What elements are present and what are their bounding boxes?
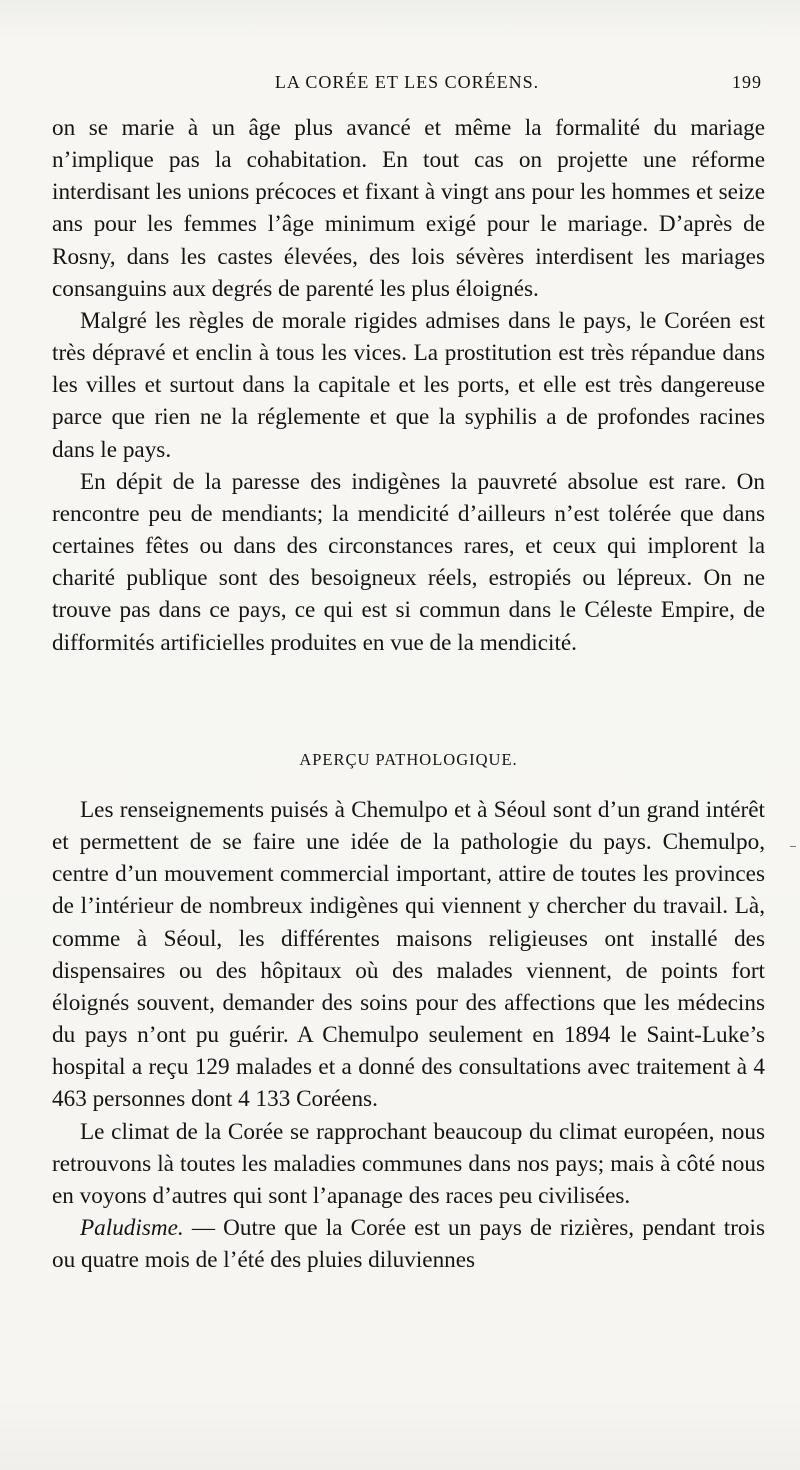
paragraph-climate: Le climat de la Corée se rapprochant beaucoup du climat européen, nous retrouvons là toutes les maladies communes dans nos pays; mais à côté nous en voyons d’autres qui sont l’apanage des races peu civilisées. (52, 1118, 765, 1209)
malaria-text: — Outre que la Corée est un pays de rizières, pendant trois ou quatre mois de l’été des pluies diluviennes (52, 1215, 765, 1274)
paragraph-malaria (52, 1212, 765, 1276)
paragraph-morals: Malgré les règles de morale rigides admises dans le pays, le Coréen est très dépravé et enclin à tous les vices. La prostitution est très répandue dans les villes et surtout dans la capitale et les ports, et elle est très dangereuse parce que rien ne la réglemente et que la syphilis a de profondes racines dans le pays. (52, 307, 765, 463)
page-number: 199 (732, 72, 762, 92)
section-heading: APERÇU PATHOLOGIQUE. (299, 750, 518, 769)
running-title: LA CORÉE ET LES CORÉENS. (274, 72, 540, 92)
paragraph-poverty: En dépit de la paresse des indigènes la pauvreté absolue est rare. On rencontre peu de mendiants; la mendicité d’ailleurs n’est tolérée que dans certaines fêtes ou dans des circonstances rares, et ceux qui implorent la charité publique sont des besoigneux réels, estropiés ou lépreux. On ne trouve pas dans ce pays, ce qui est si commun dans le Céleste Empire, de difformités artificielles produites en vue de la mendicité. (52, 468, 765, 656)
body-text-before-heading (52, 112, 765, 659)
page-header (52, 72, 762, 102)
paragraph-pathology-sources: Les renseignements puisés à Chemulpo et à Séoul sont d’un grand intérêt et permettent de se faire une idée de la pathologie du pays. Chemulpo, centre d’un mouvement commercial important, attire de toutes les provinces de l’intérieur de nombreux indigènes qui viennent y chercher du travail. Là, comme à Séoul, les différentes maisons religieuses ont installé des dispensaires ou des hôpitaux où des malades viennent, de points fort éloignés souvent, demander des soins pour des affections que les médecins du pays n’ont pu guérir. A Chemulpo seulement en 1894 le Saint-Luke’s hospital a reçu 129 malades et a donné des consultations avec traitement à 4 463 personnes dont 4 133 Coréens. (52, 797, 765, 1113)
malaria-term: Paludisme. (80, 1215, 184, 1242)
body-text-after-heading (52, 794, 765, 1276)
margin-mark (790, 846, 796, 847)
paragraph-marriage: on se marie à un âge plus avancé et même la formalité du mariage n’implique pas la cohabitation. En tout cas on projette une réforme interdisant les unions précoces et fixant à vingt ans pour les hommes et seize ans pour les femmes l’âge minimum exigé pour le mariage. D’après de Rosny, dans les castes élevées, des lois sévères interdisent les mariages consanguins aux degrés de parenté les plus éloignés. (52, 115, 765, 302)
